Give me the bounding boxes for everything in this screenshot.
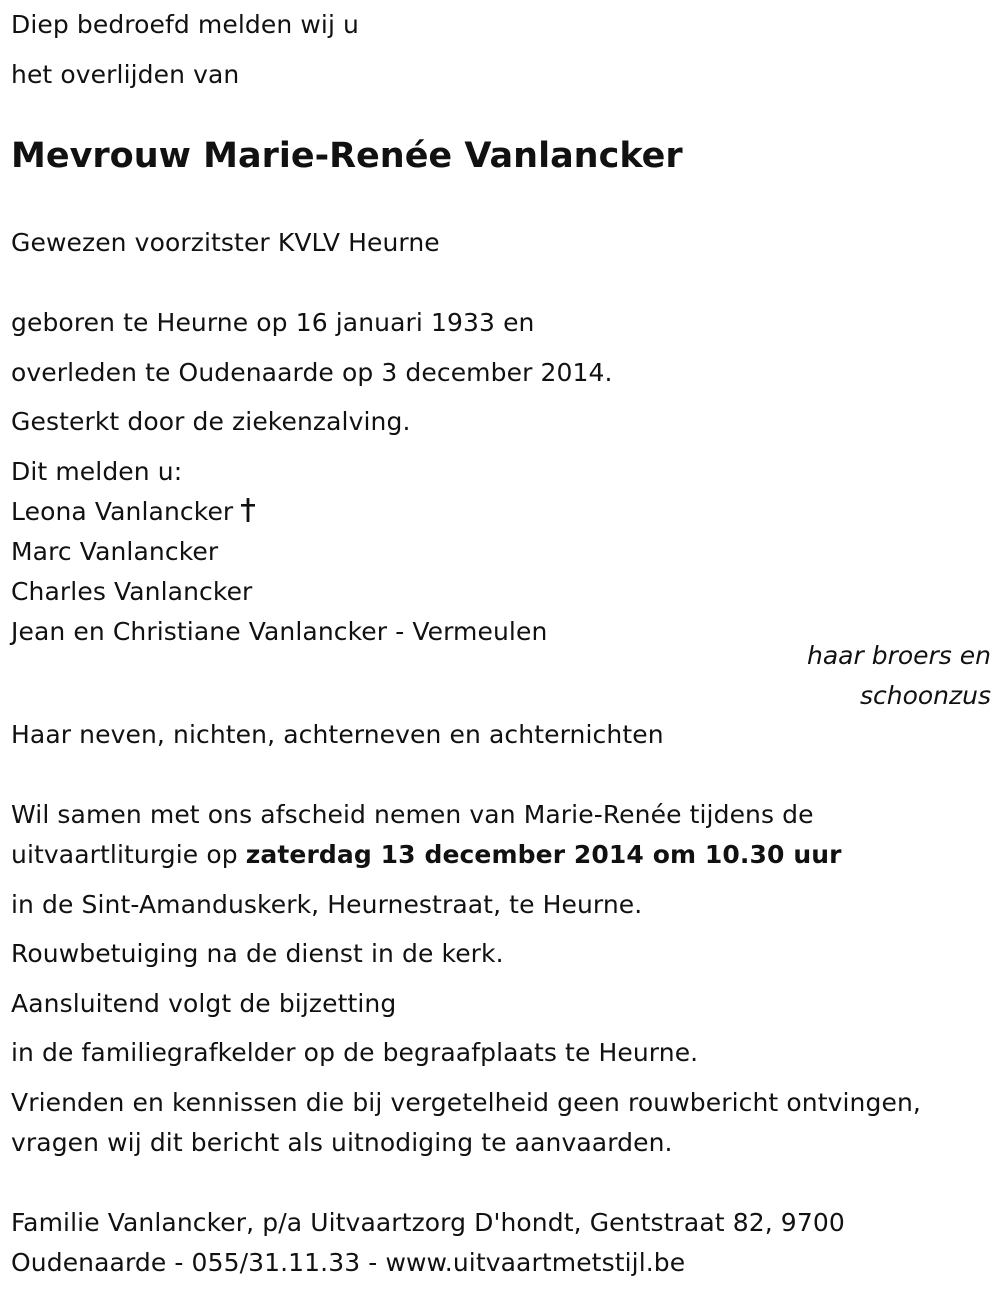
birth-line: geboren te Heurne op 16 januari 1933 en	[11, 308, 535, 337]
service-line-1: Wil samen met ons afscheid nemen van Marie-Renée tijdens de	[11, 800, 814, 829]
death-line: overleden te Oudenaarde op 3 december 2014.	[11, 358, 613, 387]
relative-item: Jean en Christiane Vanlancker - Vermeulen	[11, 617, 548, 646]
service-location: in de Sint-Amanduskerk, Heurnestraat, te Heurne.	[11, 890, 643, 919]
cross-icon	[239, 497, 257, 523]
service-date-time: zaterdag 13 december 2014 om 10.30 uur	[245, 840, 842, 869]
relation-note-line-1: haar broers en	[806, 641, 991, 670]
notice-line-1: Vrienden en kennissen die bij vergetelheid geen rouwbericht ontvingen,	[11, 1088, 921, 1117]
intro-line-1: Diep bedroefd melden wij u	[11, 10, 359, 39]
relation-note-line-2: schoonzus	[859, 681, 991, 710]
burial-line-2: in de familiegrafkelder op de begraafplaats te Heurne.	[11, 1038, 699, 1067]
announcers-label: Dit melden u:	[11, 457, 183, 486]
extended-family-line: Haar neven, nichten, achterneven en achternichten	[11, 720, 664, 749]
deceased-name: Mevrouw Marie-Renée Vanlancker	[11, 136, 683, 176]
relative-item: Marc Vanlancker	[11, 537, 219, 566]
intro-line-2: het overlijden van	[11, 60, 240, 89]
deceased-role: Gewezen voorzitster KVLV Heurne	[11, 228, 440, 257]
relative-item: Charles Vanlancker	[11, 577, 253, 606]
contact-line-2: Oudenaarde - 055/31.11.33 - www.uitvaartmetstijl.be	[11, 1248, 686, 1277]
relative-name: Leona Vanlancker	[11, 497, 234, 526]
service-prefix: uitvaartliturgie op	[11, 840, 246, 869]
service-line-2	[11, 839, 842, 871]
contact-line-1: Familie Vanlancker, p/a Uitvaartzorg D'hondt, Gentstraat 82, 9700	[11, 1208, 845, 1237]
burial-line-1: Aansluitend volgt de bijzetting	[11, 989, 397, 1018]
condolence-line: Rouwbetuiging na de dienst in de kerk.	[11, 939, 504, 968]
relative-item	[11, 496, 257, 528]
notice-line-2: vragen wij dit bericht als uitnodiging te aanvaarden.	[11, 1128, 673, 1157]
sacrament-line: Gesterkt door de ziekenzalving.	[11, 407, 411, 436]
